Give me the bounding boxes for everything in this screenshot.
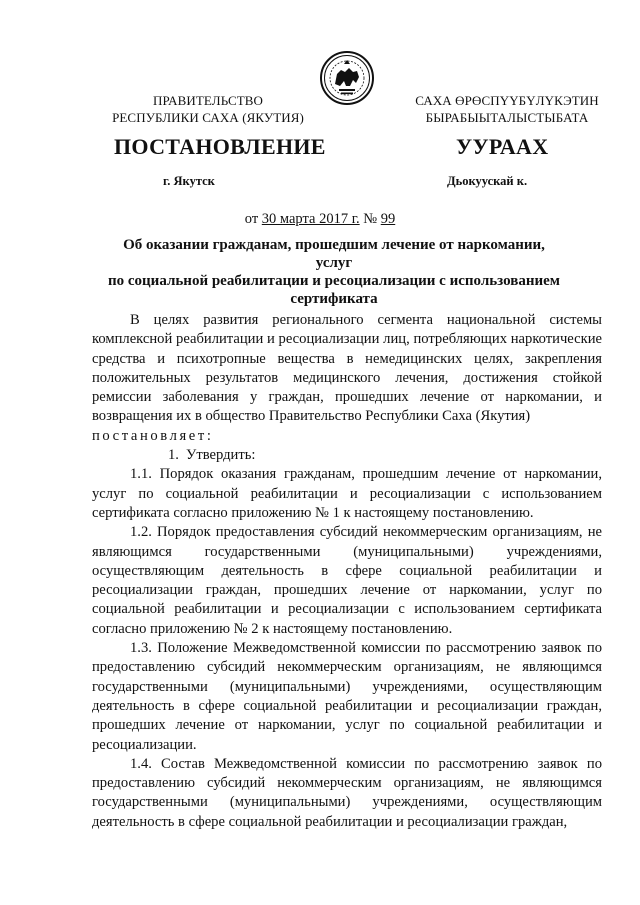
- coat-of-arms-emblem: [319, 50, 375, 106]
- preamble-paragraph: В целях развития регионального сегмента национальной системы комплексной реабилитации и ресоциализации лиц, потребляющих наркотические средства и психотропные вещества в немедицинских целях, закрепления положительных результатов медицинского лечения, достижения стойкой ремиссии заболевания у граждан, прошедших лечение от наркомании, и возвращения их в общество Правительство Республики Саха (Якутия): [92, 312, 602, 425]
- number-sign: №: [363, 211, 378, 227]
- decree-title: [104, 236, 564, 308]
- doc-type-yakut: УУРААХ: [456, 134, 549, 159]
- item-1-number: 1.: [168, 447, 179, 464]
- org-right-line2: БЫРАБЫЫТАЛЫСТЫБАТА: [425, 110, 589, 125]
- date-and-number: [0, 211, 640, 228]
- city-russian: г. Якутск: [163, 174, 215, 188]
- item-1-4-paragraph: 1.4. Состав Межведомственной комиссии по рассмотрению заявок по предоставлению субсидий некоммерческим организациям, не являющимся государственными (муниципальными) учреждениями, осуществляющим деятельность в сфере социальной реабилитации и ресоциализации граждан,: [92, 755, 602, 830]
- item-1-2-paragraph: 1.2. Порядок предоставления субсидий некоммерческим организациям, не являющимся государственными (муниципальными) учреждениями, осуществляющим деятельность в сфере социальной реабилитации и ресоциализации граждан, прошедших лечение от наркомании, услуг по социальной реабилитации и ресоциализации с использованием сертификата согласно приложению № 2 к настоящему постановлению.: [92, 524, 602, 637]
- item-1-text: Утвердить:: [186, 447, 256, 464]
- item-1-1-paragraph: 1.1. Порядок оказания гражданам, прошедшим лечение от наркомании, услуг по социальной реабилитации и ресоциализации с использованием сертификата согласно приложению № 1 к настоящему постановлению.: [92, 466, 602, 521]
- org-left-line2: РЕСПУБЛИКИ САХА (ЯКУТИЯ): [112, 110, 304, 125]
- org-right-line1: САХА ӨРӨСПҮҮБҮЛҮКЭТИН: [415, 93, 599, 108]
- date-prefix: от: [244, 211, 259, 227]
- doc-type-russian: ПОСТАНОВЛЕНИЕ: [114, 134, 326, 159]
- title-line3: сертификата: [290, 291, 378, 307]
- title-line1: Об оказании гражданам, прошедшим лечение от наркомании, услуг: [123, 237, 545, 271]
- government-name-yakut: [392, 92, 622, 126]
- decree-body: [92, 311, 602, 832]
- decree-date: 30 марта 2017 г.: [261, 211, 360, 227]
- item-1-paragraph: [92, 446, 602, 465]
- org-left-line1: ПРАВИТЕЛЬСТВО: [152, 93, 264, 108]
- decree-word-paragraph: [92, 427, 602, 446]
- city-yakut: Дьокуускай к.: [447, 174, 528, 188]
- decree-word: постановляет:: [92, 427, 214, 444]
- title-line2: по социальной реабилитации и ресоциализации с использованием: [107, 273, 561, 289]
- government-name-russian: [108, 92, 308, 126]
- item-1-3-paragraph: 1.3. Положение Межведомственной комиссии по рассмотрению заявок по предоставлению субсидий некоммерческим организациям, не являющимся государственными (муниципальными) учреждениями, осуществляющим деятельность в сфере социальной реабилитации и ресоциализации граждан, прошедших лечение от наркомании, услуг по социальной реабилитации и ресоциализации.: [92, 640, 602, 753]
- decree-number: 99: [380, 211, 396, 227]
